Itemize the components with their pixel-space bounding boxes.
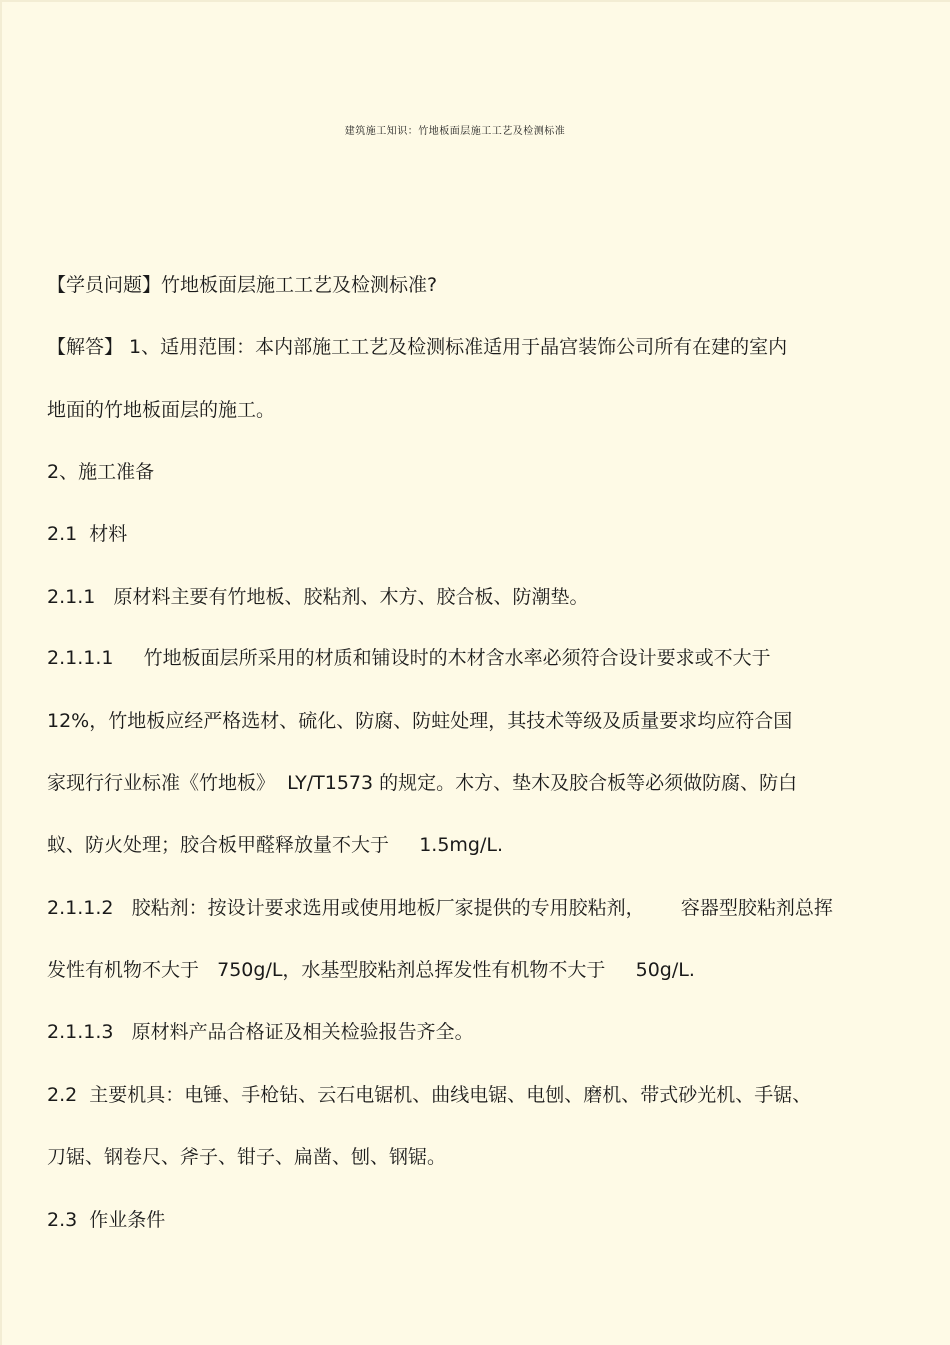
- body-line: 2.1.1.1 竹地板面层所采用的材质和铺设时的木材含水率必须符合设计要求或不大于: [47, 647, 771, 669]
- subsection-heading: 2.1 材料: [47, 523, 128, 545]
- subsection-heading: 2.3 作业条件: [47, 1209, 166, 1231]
- body-line: 家现行行业标准《竹地板》 LY/T1573 的规定。木方、垫木及胶合板等必须做防腐、防白: [47, 772, 798, 794]
- body-line: 12%，竹地板应经严格选材、硫化、防腐、防蛀处理，其技术等级及质量要求均应符合国: [47, 710, 793, 732]
- body-line: 2.1.1.3 原材料产品合格证及相关检验报告齐全。: [47, 1021, 474, 1043]
- document-title: 建筑施工知识：竹地板面层施工工艺及检测标准: [344, 126, 566, 137]
- body-line: 地面的竹地板面层的施工。: [47, 399, 276, 421]
- body-line: 发性有机物不大于 750g/L，水基型胶粘剂总挥发性有机物不大于 50g/L.: [47, 959, 695, 981]
- body-line: 2.1.1 原材料主要有竹地板、胶粘剂、木方、胶合板、防潮垫。: [47, 586, 589, 608]
- body-line: 2.1.1.2 胶粘剂：按设计要求选用或使用地板厂家提供的专用胶粘剂， 容器型胶粘剂总挥: [47, 897, 833, 919]
- body-line: 蚁、防火处理；胶合板甲醛释放量不大于 1.5mg/L.: [47, 834, 504, 856]
- answer-line: 【解答】 1、适用范围：本内部施工工艺及检测标准适用于晶宫装饰公司所有在建的室内: [47, 336, 788, 358]
- body-line: 2.2 主要机具：电锤、手枪钻、云石电锯机、曲线电锯、电刨、磨机、带式砂光机、手锯、: [47, 1084, 812, 1106]
- question-line: 【学员问题】竹地板面层施工工艺及检测标准?: [47, 274, 438, 296]
- section-heading: 2、施工准备: [47, 461, 155, 483]
- body-line: 刀锯、钢卷尺、斧子、钳子、扁凿、刨、钢锯。: [47, 1146, 447, 1168]
